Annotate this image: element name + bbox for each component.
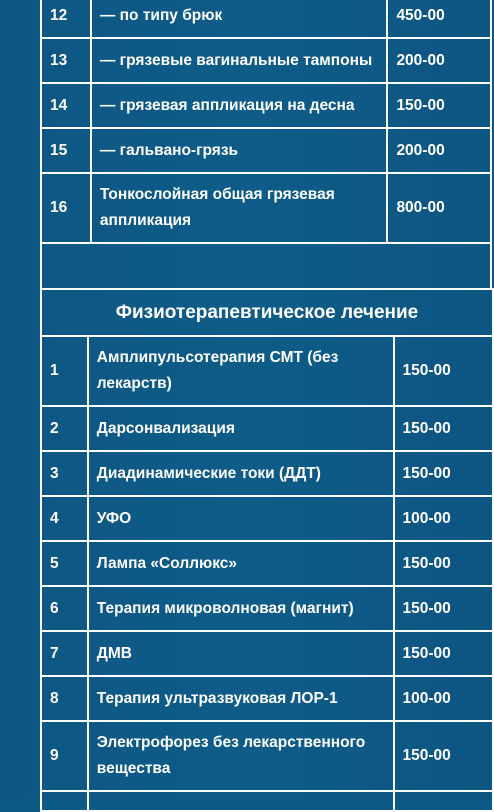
mud-therapy-table xyxy=(40,0,492,244)
service-price: 150-00 xyxy=(394,541,493,586)
table-row xyxy=(41,451,493,496)
service-name: — по типу брюк xyxy=(91,0,388,38)
table-row xyxy=(41,128,491,173)
table-row xyxy=(41,83,491,128)
row-number: 7 xyxy=(41,631,88,676)
physiotherapy-table xyxy=(40,335,494,812)
service-price: 200-00 xyxy=(387,38,491,83)
service-name: Тонкослойная общая грязевая аппликация xyxy=(91,173,388,243)
row-number: 14 xyxy=(41,83,91,128)
table-row xyxy=(41,541,493,586)
row-number: 12 xyxy=(41,0,91,38)
service-price: 150-00 xyxy=(394,721,493,791)
row-number: 9 xyxy=(41,721,88,791)
table-row xyxy=(41,631,493,676)
service-price: 150-00 xyxy=(394,631,493,676)
service-price: 150-00 xyxy=(394,451,493,496)
row-number: 16 xyxy=(41,173,91,243)
service-name: Электрофорез без лекарственного вещества xyxy=(88,721,394,791)
service-name: — гальвано-грязь xyxy=(91,128,388,173)
service-name: УФО xyxy=(88,496,394,541)
table-row xyxy=(41,38,491,83)
row-number: 3 xyxy=(41,451,88,496)
row-number: 5 xyxy=(41,541,88,586)
service-price: 150-00 xyxy=(394,586,493,631)
row-number: 13 xyxy=(41,38,91,83)
empty-spacer-row xyxy=(40,244,492,288)
table-row xyxy=(41,0,491,38)
service-price: 150-00 xyxy=(387,83,491,128)
service-name: Амплипульсотерапия СМТ (без лекарств) xyxy=(88,336,394,406)
service-price: 450-00 xyxy=(387,0,491,38)
service-price: 200-00 xyxy=(387,128,491,173)
service-name: Лампа «Соллюкс» xyxy=(88,541,394,586)
service-name: Терапия микроволновая (магнит) xyxy=(88,586,394,631)
service-price: 150-00 xyxy=(394,336,493,406)
table-row xyxy=(41,721,493,791)
table-row xyxy=(41,676,493,721)
service-name xyxy=(88,791,394,811)
service-name: ДМВ xyxy=(88,631,394,676)
row-number: 8 xyxy=(41,676,88,721)
table-row xyxy=(41,586,493,631)
service-name: Диадинамические токи (ДДТ) xyxy=(88,451,394,496)
table-row xyxy=(41,496,493,541)
service-price: 100-00 xyxy=(394,496,493,541)
table-row xyxy=(41,336,493,406)
service-price xyxy=(394,791,493,811)
row-number xyxy=(41,791,88,811)
row-number: 4 xyxy=(41,496,88,541)
service-name: — грязевые вагинальные тампоны xyxy=(91,38,388,83)
service-name: Терапия ультразвуковая ЛОР-1 xyxy=(88,676,394,721)
row-number: 6 xyxy=(41,586,88,631)
row-number: 15 xyxy=(41,128,91,173)
section-title: Физиотерапевтическое лечение xyxy=(40,288,494,337)
row-number: 1 xyxy=(41,336,88,406)
table-row xyxy=(41,173,491,243)
service-price: 100-00 xyxy=(394,676,493,721)
table-row xyxy=(41,406,493,451)
row-number: 2 xyxy=(41,406,88,451)
service-name: — грязевая аппликация на десна xyxy=(91,83,388,128)
service-name: Дарсонвализация xyxy=(88,406,394,451)
service-price: 800-00 xyxy=(387,173,491,243)
service-price: 150-00 xyxy=(394,406,493,451)
table-row-partial xyxy=(41,791,493,811)
